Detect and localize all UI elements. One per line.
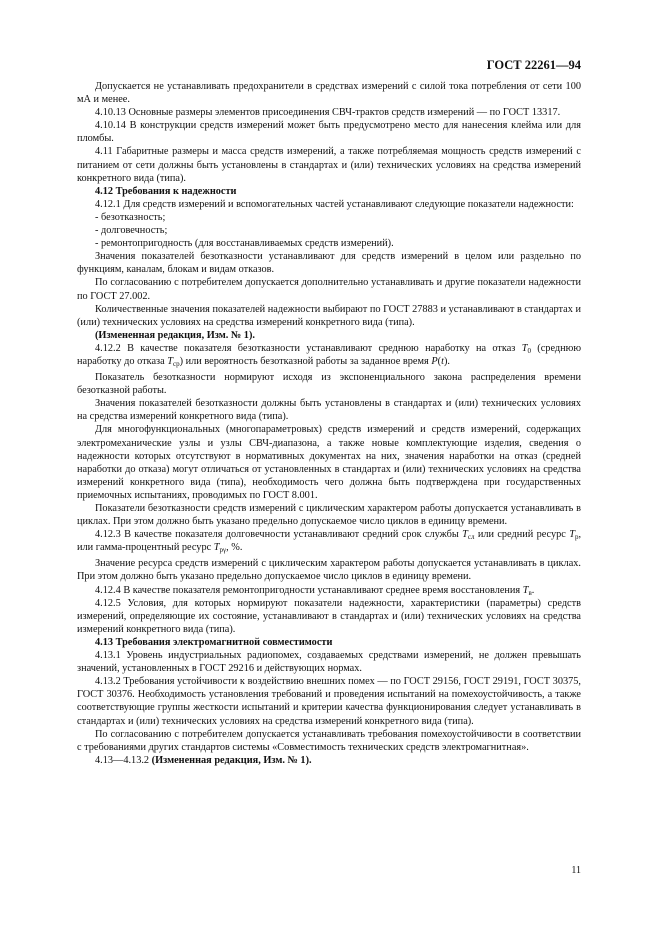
paragraph: Значения показателей безотказности устанавливают для средств измерений в целом или раздельно по функциям, каналам, блокам и видам отказов. <box>77 251 581 276</box>
paragraph-4-12-4: 4.12.4 В качестве показателя ремонтопригодности устанавливают среднее время восстановления $T_в$. <box>95 584 535 597</box>
standard-code-header: ГОСТ 22261—94 <box>486 58 581 72</box>
paragraph: 4.13.1 Уровень индустриальных радиопомех, создаваемых средствами измерений, не должен превышать значений, установленных в ГОСТ 29216 и действующих нормах. <box>77 650 581 675</box>
paragraph: 4.10.13 Основные размеры элементов присоединения СВЧ-трактов средств измерений — по ГОСТ 13317. <box>95 107 561 119</box>
document-page <box>77 0 581 936</box>
paragraph: Показатели безотказности средств измерений с циклическим характером работы допускается устанавливать в циклах. При этом должно быть указано предельно допускаемое число циклов в единицу времени. <box>77 503 581 528</box>
section-heading: 4.12 Требования к надежности <box>95 185 237 197</box>
amendment-note: 4.13—4.13.2 (Измененная редакция, Изм. № 1). <box>95 754 312 766</box>
paragraph: 4.13.2 Требования устойчивости к воздействию внешних помех — по ГОСТ 29156, ГОСТ 29191, ГОСТ 30375, ГОСТ 30376. Необходимость установления требований и проведения испытаний на помехоустойчивость, а также соответствующие группы жесткости испытаний и критерии качества функционирования следует устанавливать в стандартах и (или) технических условиях на средства измерений конкретного вида (типа). <box>77 676 581 727</box>
paragraph: Значения показателей безотказности должны быть установлены в стандартах и (или) технических условиях на средства измерений конкретного вида (типа). <box>77 398 581 423</box>
amendment-note: (Измененная редакция, Изм. № 1). <box>95 329 255 341</box>
list-item: - ремонтопригодность (для восстанавливаемых средств измерений). <box>95 238 394 250</box>
paragraph: 4.12.5 Условия, для которых нормируют показатели надежности, характеристики (параметры) средств измерений, определяющие их состояние, устанавливают в стандартах и (или) технических условиях на средства измерений конкретного вида (типа). <box>77 597 581 635</box>
paragraph: Допускается не устанавливать предохранители в средствах измерений с силой тока потребления от сети 100 мА и менее. <box>77 81 581 106</box>
paragraph: По согласованию с потребителем допускается дополнительно устанавливать и другие показатели надежности по ГОСТ 27.002. <box>77 277 581 302</box>
section-heading: 4.13 Требования электромагнитной совместимости <box>95 636 333 648</box>
document-body <box>77 80 581 767</box>
page-number: 11 <box>571 865 581 876</box>
paragraph: 4.10.14 В конструкции средств измерений может быть предусмотрено место для нанесения клейма или для пломбы. <box>77 120 581 145</box>
list-item: - безотказность; <box>95 211 166 223</box>
paragraph: Показатель безотказности нормируют исходя из экспоненциального закона распределения времени безотказной работы. <box>77 372 581 397</box>
list-item: - долговечность; <box>95 225 168 237</box>
paragraph-4-12-3: 4.12.3 В качестве показателя долговечности устанавливают средний срок службы $T_{сл}$ или средний ресурс $T_р$, или гамма-процентный ресурс $T_{р\gamma}$, %. <box>77 529 582 555</box>
paragraph: 4.11 Габаритные размеры и масса средств измерений, а также потребляемая мощность средств измерений с питанием от сети должны быть установлены в стандартах и (или) технических условиях на средства измерений конкретного вида (типа). <box>77 146 581 184</box>
paragraph: По согласованию с потребителем допускается устанавливать требования помехоустойчивости в соответствии с требованиями других стандартов системы «Совместимость технических средств электромагнитная». <box>77 728 581 753</box>
paragraph: 4.12.1 Для средств измерений и вспомогательных частей устанавливают следующие показатели надежности: <box>95 198 574 210</box>
paragraph: Для многофункциональных (многопараметровых) средств измерений и средств измерений, содержащих электромеханические узлы и узлы СВЧ-диапазона, а также новые комплектующие изделия, сведения о надежности которых отсутствуют в нормативных документах на них, значения наработки на отказ (средней наработки до отказа) могут отличаться от установленных в стандартах и (или) технических условиях на средства измерений конкретного вида (типа), необходимость чего должна быть подтверждена при государственных приемочных испытаниях, проводимых по ГОСТ 8.001. <box>77 424 581 501</box>
paragraph: Количественные значения показателей надежности выбирают по ГОСТ 27883 и устанавливают в стандартах и (или) технических условиях на средства измерений конкретного вида (типа). <box>77 303 581 328</box>
paragraph: Значение ресурса средств измерений с циклическим характером работы допускается устанавливать в циклах. При этом должно быть указано предельно допускаемое число циклов в единицу времени. <box>77 558 581 583</box>
paragraph-4-12-2: 4.12.2 В качестве показателя безотказности устанавливают среднюю наработку на отказ $T_0$ (среднюю наработку до отказа $T_{ср}$) или вероятность безотказной работы за заданное время P(t). <box>77 342 582 368</box>
